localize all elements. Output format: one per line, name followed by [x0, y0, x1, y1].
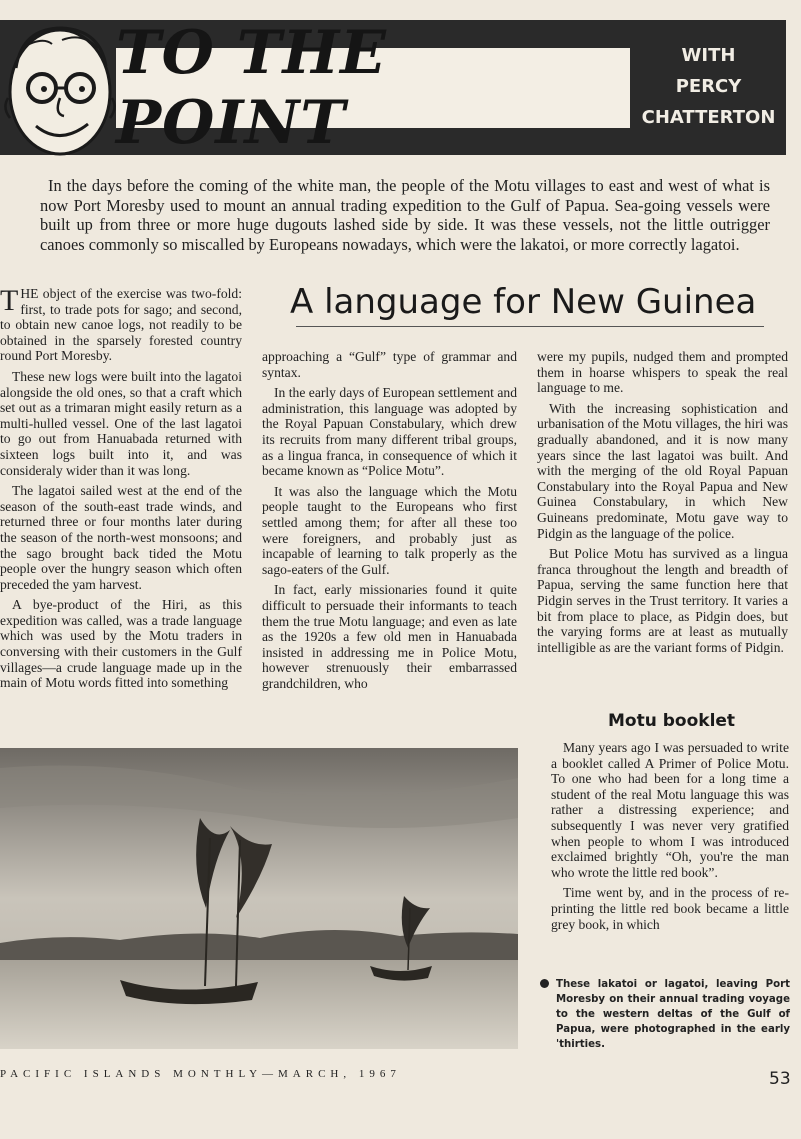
lagatoi-photograph [0, 748, 518, 1049]
paragraph: In fact, early missionaries found it quite difficult to persuade their informants to teach them the true Motu language; and even as late as the 1920s a few old men in Hanuabada insisted in addressing me in Police Motu, however strenuously their embarrassed grandchildren, who [262, 582, 517, 691]
paragraph: Time went by, and in the process of re-printing the little red book became a little grey book, in which [551, 885, 789, 932]
paragraph: Many years ago I was persuaded to write a booklet called A Primer of Police Motu. To one who had been for a long time a student of the real Motu language this was rather a distressing experience; and subsequently I was never very gratified when people to whom I was introduced exclaimed brightly “Oh, you're the man who wrote the little red book”. [551, 740, 789, 880]
caption-text: These lakatoi or lagatoi, leaving Port Moresby on their annual trading voyage to the western deltas of the Gulf of Papua, were photographed in the early 'thirties. [556, 979, 790, 1050]
column-2 [262, 349, 517, 696]
byline-with: WITH [681, 45, 736, 66]
paragraph: But Police Motu has survived as a lingua franca throughout the length and breadth of Papua, serving the same function here that Pidgin serves in the Trust territory. It varies a bit from place to place, as Pidgin does, but the varying forms are at least as mutually intelligible as are the variant forms of Pidgin. [537, 546, 788, 655]
footer-publication: PACIFIC ISLANDS MONTHLY—MARCH, 1967 [0, 1068, 401, 1080]
column-1 [0, 286, 242, 696]
byline-first-name: PERCY [675, 76, 742, 97]
caricature-portrait [2, 18, 120, 158]
column-title-box [116, 18, 630, 158]
section-subhead: Motu booklet [608, 711, 736, 731]
paragraph-text: HE object of the exercise was two-fold: first, to trade pots for sago; and second, to obtain new canoe logs, not readily to be obtained in the sparsely forested country round Port Moresby. [0, 286, 242, 364]
paragraph: A bye-product of the Hiri, as this expedition was called, was a trade language which was used by the Motu traders in conversing with their customers in the Gulf villages—a crude language made up in the main of Motu words fitted into something [0, 597, 242, 691]
intro-paragraph: In the days before the coming of the white man, the people of the Motu villages to east and west of what is now Port Moresby used to mount an annual trading expedition to the Gulf of Papua. Sea-going vessels were built up from three or more huge dugouts lashed side by side. It was these vessels, not the little outrigger canoes commonly so miscalled by Europeans nowadays, which were the lakatoi, or more correctly lagatoi. [40, 176, 770, 254]
paragraph: The lagatoi sailed west at the end of the season of the south-east trade winds, and returned three or four months later during the season of the north-west monsoons; and the sago brought back tided the Motu people over the hungry season which often preceded the yam harvest. [0, 483, 242, 592]
paragraph: It was also the language which the Motu people taught to the Europeans who first settled among them; for after all these too were foreigners, and probably just as incapable of learning to talk properly as the sago-eaters of the Gulf. [262, 483, 517, 577]
paragraph: approaching a “Gulf” type of grammar and syntax. [262, 349, 517, 380]
paragraph [0, 286, 242, 364]
column-3 [537, 349, 788, 660]
bullet-icon [540, 979, 549, 988]
drop-cap: T [0, 284, 19, 317]
column-title: TO THE POINT [116, 18, 387, 158]
byline-last-name: CHATTERTON [641, 107, 776, 128]
column-4 [551, 740, 789, 937]
paragraph: In the early days of European settlement and administration, this language was adopted by the Royal Papuan Constabulary, which drew its recruits from many different tribal groups, as a lingua franca, in consequence of which it became known as “Police Motu”. [262, 385, 517, 479]
paragraph: were my pupils, nudged them and prompted them in hoarse whispers to speak the real language to me. [537, 349, 788, 396]
paragraph: With the increasing sophistication and urbanisation of the Motu villages, the hiri was gradually abandoned, and it is now many years since the last lagatoi was built. And with the merging of the old Royal Papuan Constabulary into the Royal Papua and New Guinea Constabulary, in which New Guineans predominate, Motu gave way to Pidgin as the language of the police. [537, 400, 788, 541]
photo-caption [556, 977, 790, 1052]
headline-rule [296, 326, 764, 327]
article-headline: A language for New Guinea [290, 282, 757, 322]
author-byline [636, 40, 781, 133]
page-number: 53 [769, 1069, 791, 1089]
paragraph: These new logs were built into the lagatoi alongside the old ones, so that a craft which set out as a trimaran might easily return as a multi-hulled vessel. One of the last lagatoi to go out from Hanuabada returned with sixteen logs built into it, and was consideraly wider than it was long. [0, 368, 242, 478]
